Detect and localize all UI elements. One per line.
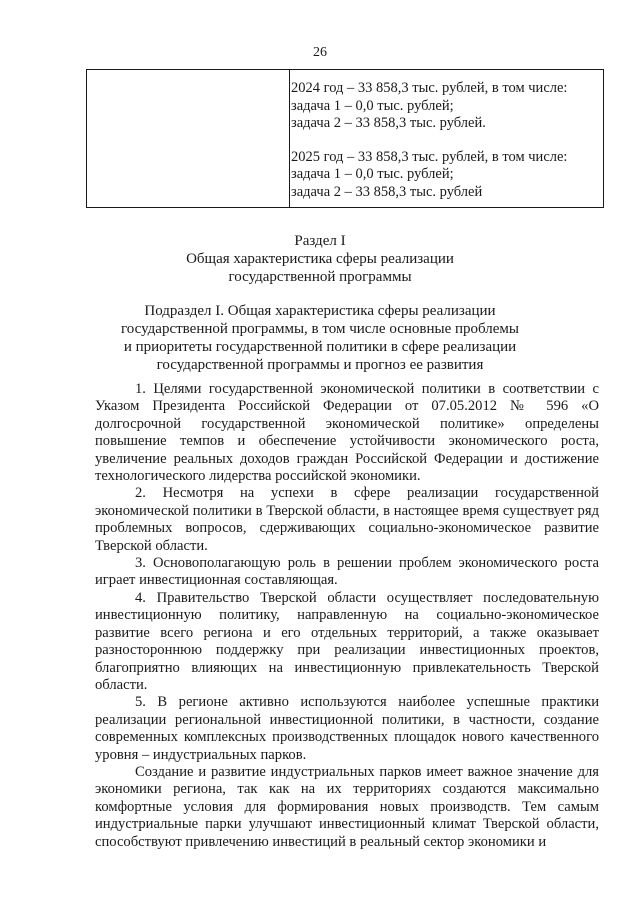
paragraph-4: 4. Правительство Тверской области осуществляет последовательную инвестиционную политику, направленную на социально-экономическое развитие всего региона и его отдельных территорий, а также оказывает разностороннюю поддержку при реализации инвестиционных проектов, благоприятно влияющих на инвестиционную привлекательность Тверской области. (95, 589, 599, 693)
paragraph-1: 1. Целями государственной экономической политики в соответствии с Указом Президента Российской Федерации от 07.05.2012 № 596 «О долгосрочной государственной экономической политике» определены повышение темпов и обеспечение устойчивости экономического роста, увеличение реальных доходов граждан Российской Федерации и достижение технологического лидерства российской экономики. (95, 381, 599, 485)
funding-line-2025-task-2: задача 2 – 33 858,3 тыс. рублей (291, 183, 483, 200)
funding-line-2025-task-1: задача 1 – 0,0 тыс. рублей; (291, 166, 454, 182)
paragraph-5: 5. В регионе активно используются наиболее успешные практики реализации региональной инвестиционной политики, в частности, создание современных комплексных производственных площадок нового качественного уровня – индустриальных парков. (95, 694, 599, 763)
subsection-line-2: государственной программы, в том числе основные проблемы (121, 321, 519, 337)
section-heading (0, 232, 640, 286)
finance-table (86, 69, 604, 208)
funding-cell (290, 80, 599, 201)
funding-line-2024-task-1: задача 1 – 0,0 тыс. рублей; (291, 97, 454, 114)
subsection-heading (0, 302, 640, 374)
body-text (95, 381, 599, 851)
funding-line-2024-total: 2024 год – 33 858,3 тыс. рублей, в том числе: (291, 80, 568, 96)
funding-line-2025-total: 2025 год – 33 858,3 тыс. рублей, в том числе: (291, 148, 568, 165)
section-subtitle-line-2: государственной программы (228, 269, 412, 285)
funding-line-2024-task-2: задача 2 – 33 858,3 тыс. рублей. (291, 115, 486, 131)
subsection-line-3: и приоритеты государственной политики в сфере реализации (123, 339, 517, 355)
paragraph-2: 2. Несмотря на успехи в сфере реализации государственной экономической политики в Тверской области, в настоящее время существует ряд проблемных вопросов, сдерживающих социально-экономическое развитие Тверской области. (95, 485, 599, 554)
page-number: 26 (313, 45, 327, 60)
subsection-line-4: государственной программы и прогноз ее развития (156, 357, 484, 373)
paragraph-6: Создание и развитие индустриальных парков имеет важное значение для экономики региона, так как на их территориях создаются максимально комфортные условия для формирования новых производств. Тем самым индустриальные парки улучшают инвестиционный климат Тверской области, способствуют привлечению инвестиций в реальный сектор экономики и (95, 763, 599, 850)
section-subtitle-line-1: Общая характеристика сферы реализации (186, 251, 454, 267)
paragraph-3: 3. Основополагающую роль в решении проблем экономического роста играет инвестиционная составляющая. (95, 555, 599, 589)
section-title: Раздел I (294, 233, 346, 249)
subsection-line-1: Подраздел I. Общая характеристика сферы реализации (144, 303, 496, 319)
